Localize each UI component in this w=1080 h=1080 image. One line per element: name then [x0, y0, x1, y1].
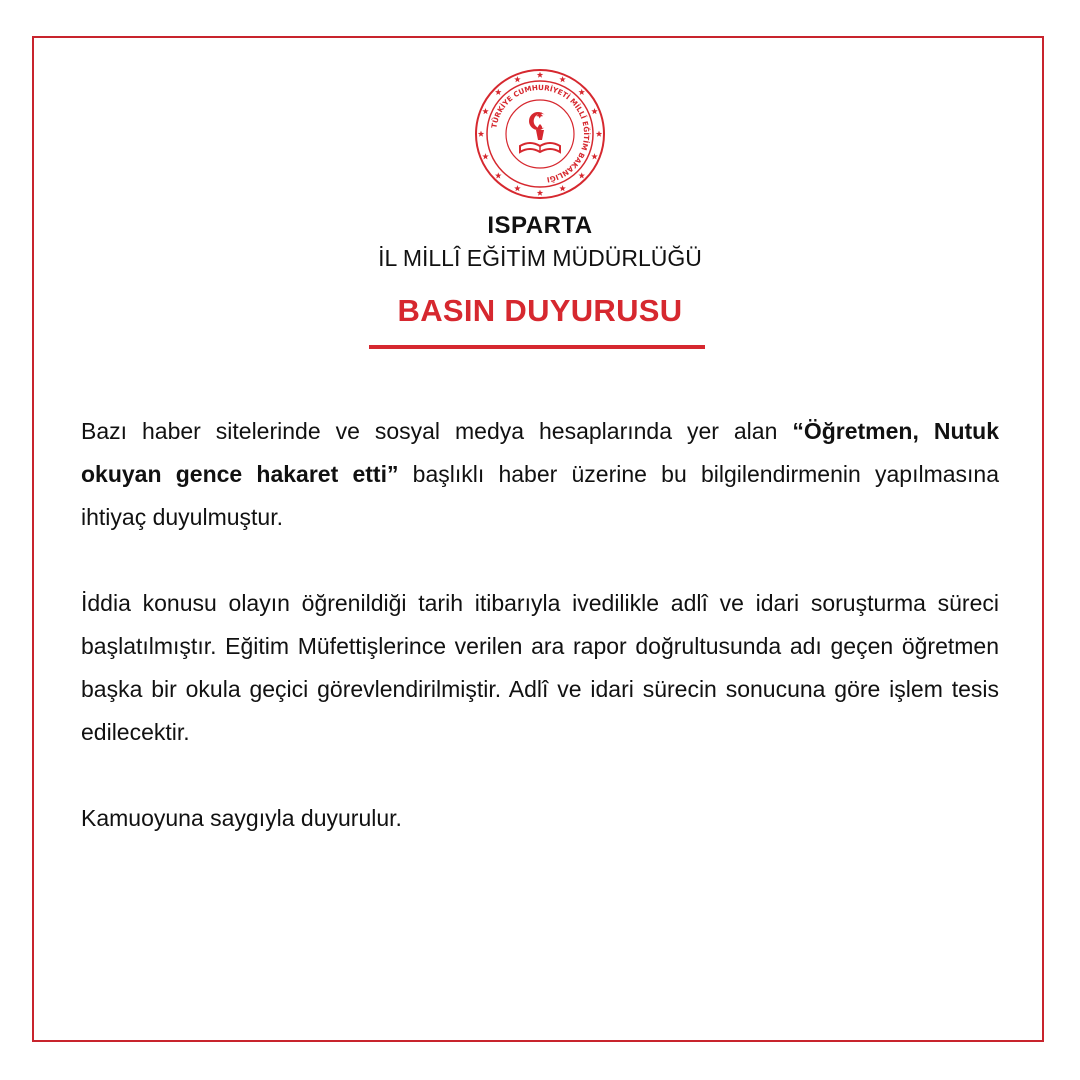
seal-star-icon [578, 89, 584, 95]
organization-unit: İL MİLLÎ EĞİTİM MÜDÜRLÜĞÜ [378, 245, 702, 271]
title-underline [369, 345, 705, 349]
paragraph-1 [81, 410, 999, 539]
seal-star-icon [559, 76, 565, 82]
seal-star-icon [478, 131, 484, 137]
document-title: BASIN DUYURUSU [397, 293, 683, 328]
seal-star-icon [482, 153, 488, 159]
seal-star-icon [591, 153, 597, 159]
paragraph-1-rest: başlıklı haber üzerine bu bilgilendirmenin yapılmasına ihtiyaç duyulmuştur. [81, 461, 999, 530]
seal-star-icon [482, 108, 488, 114]
seal-star-icon [495, 172, 501, 178]
paragraph-1-intro: Bazı haber sitelerinde ve sosyal medya hesaplarında yer alan [81, 418, 793, 444]
seal-star-icon [537, 190, 543, 196]
seal-star-icon [559, 185, 565, 191]
paragraph-2: İddia konusu olayın öğrenildiği tarih itibarıyla ivedilikle adlî ve idari soruşturma süreci başlatılmıştır. Eğitim Müfettişlerince verilen ara rapor doğrultusunda adı geçen öğretmen başka bir okula geçici görevlendirilmiştir. Adlî ve idari sürecin sonucuna göre işlem tesis edilecektir. [81, 590, 999, 745]
news-headline-quote: “Öğretmen, Nutuk okuyan gence hakaret etti” [81, 418, 999, 487]
seal-star-icon [537, 72, 543, 78]
seal-star-icon [591, 108, 597, 114]
seal-star-icon [514, 76, 520, 82]
seal-star-icon [578, 172, 584, 178]
ministry-seal-logo [472, 66, 608, 202]
seal-text: TÜRKİYE CUMHURİYETİ MİLLÎ EĞİTİM BAKANLIĞI [489, 82, 592, 185]
organization-name: ISPARTA [487, 212, 593, 239]
announcement-body [81, 410, 999, 840]
seal-star-icon [596, 131, 602, 137]
seal-star-icon [514, 185, 520, 191]
closing-line: Kamuoyuna saygıyla duyurulur. [81, 805, 402, 831]
seal-star-icon [495, 89, 501, 95]
